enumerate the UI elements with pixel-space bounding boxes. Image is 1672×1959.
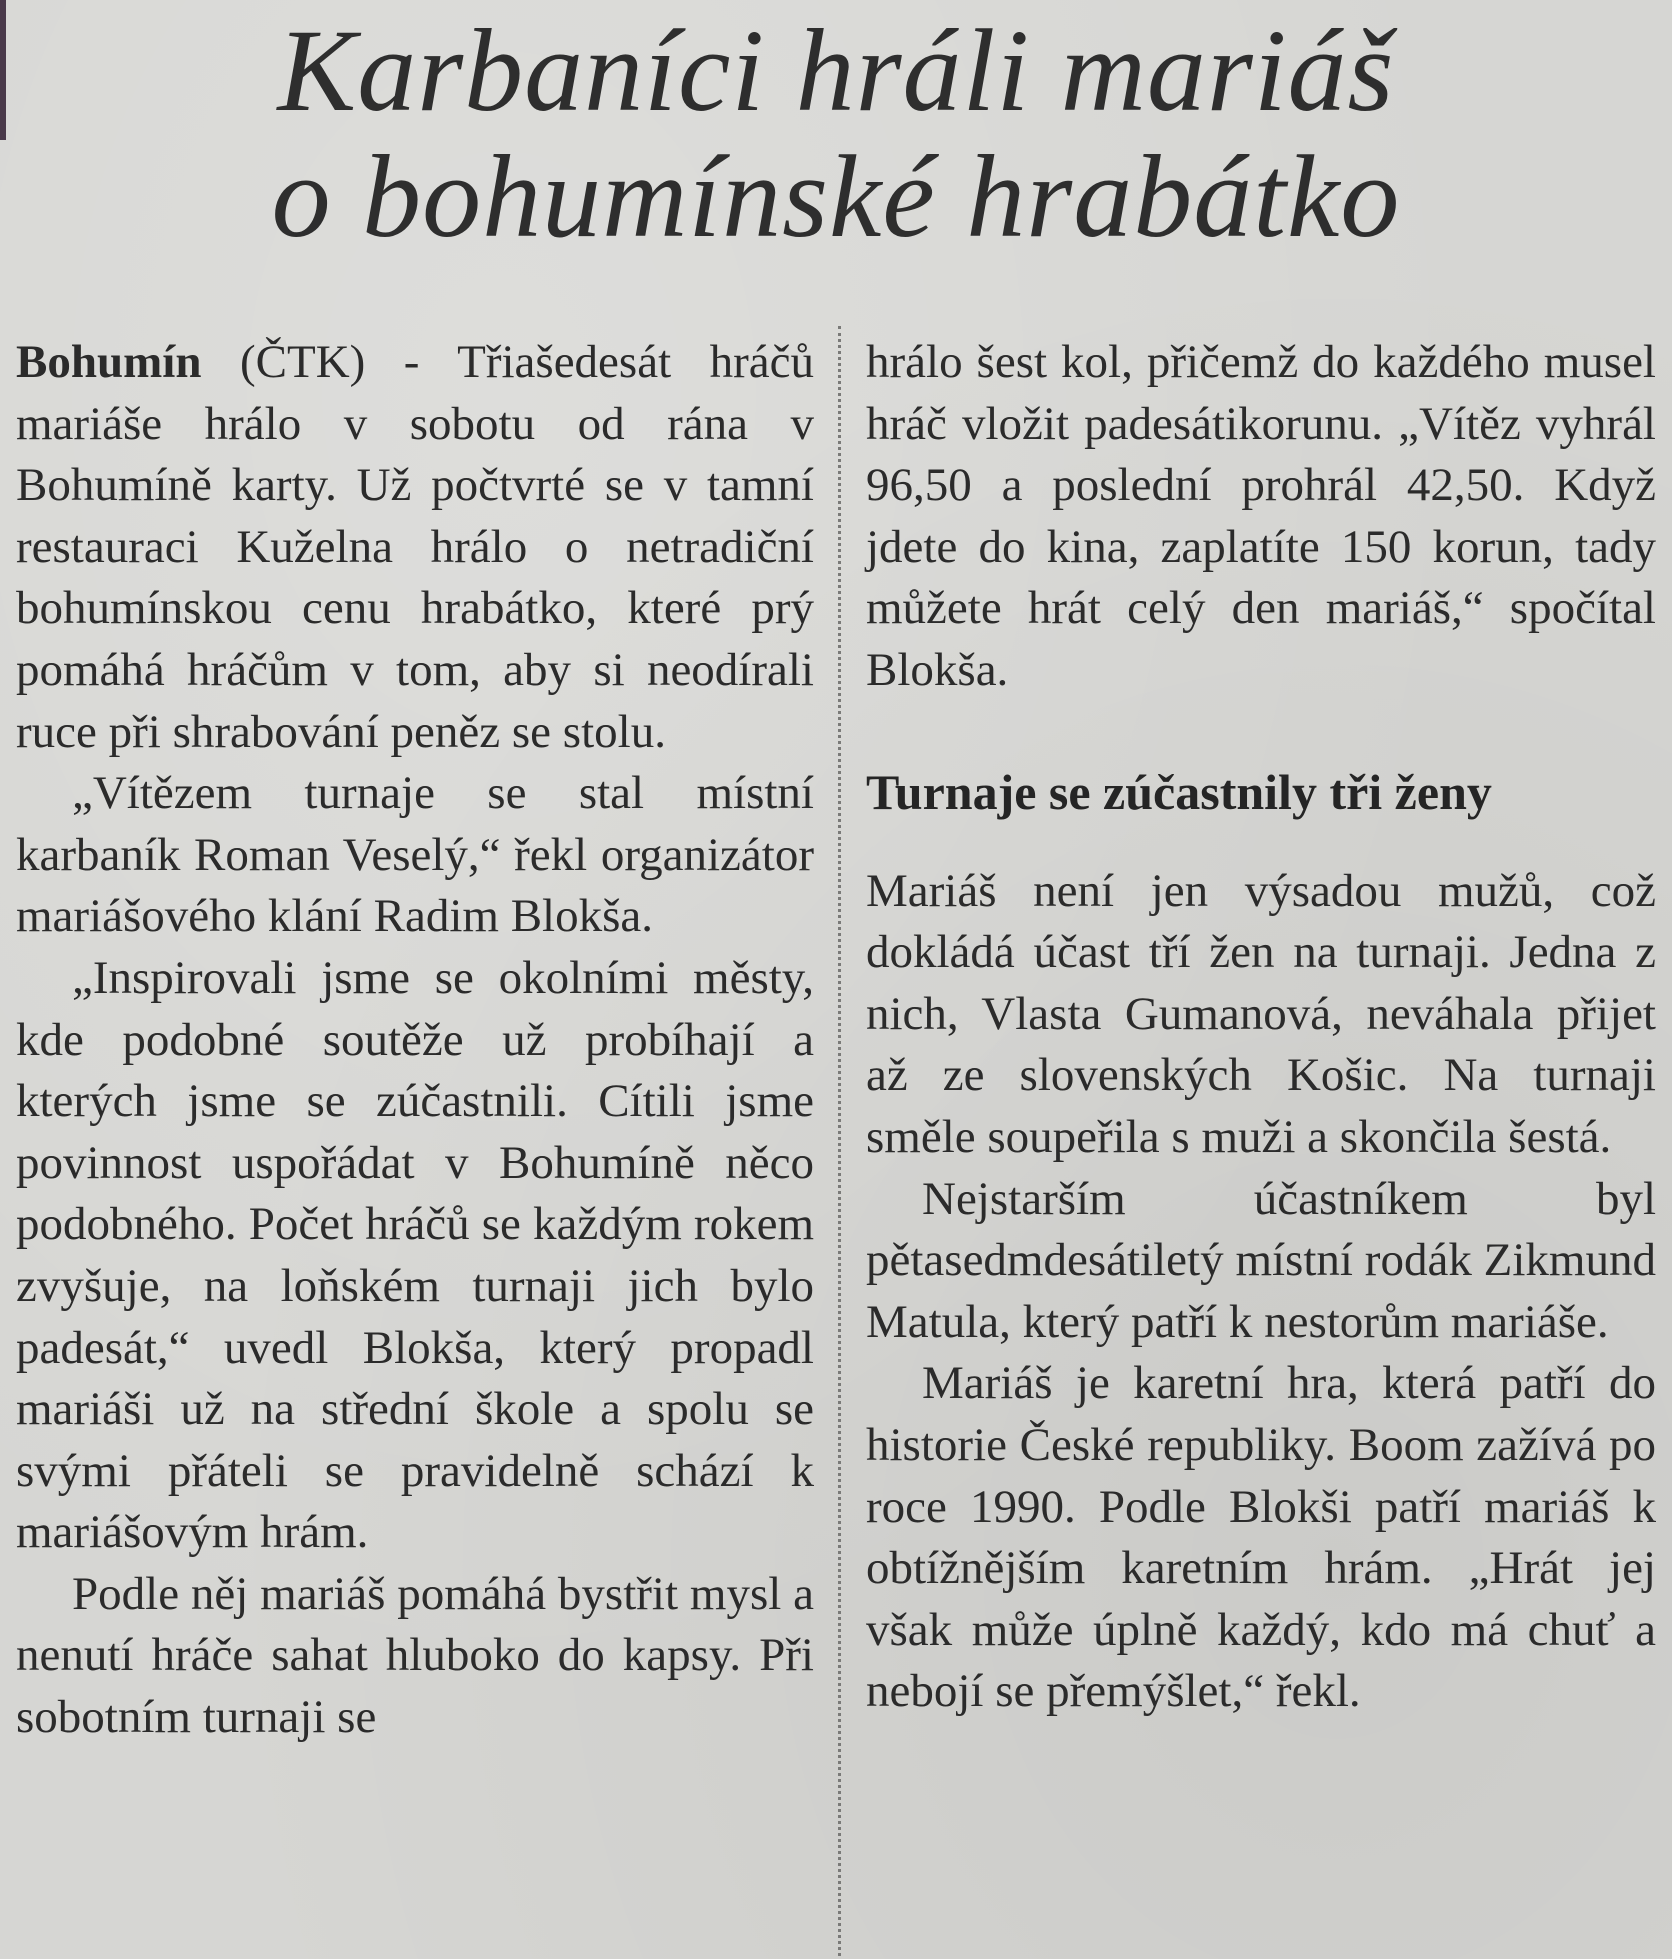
lead-paragraph-text: Třiašedesát hráčů mariáše hrálo v sobotu od rána v Bohumíně karty. Už počtvrté se v tamní restauraci Kuželna hrálo o netradiční bohumínskou cenu hrabátko, které prý pomáhá hráčům v tom, aby si neodírali ruce při shrabování peněz se stolu. [16,336,815,758]
body-paragraph: Mariáš není jen výsadou mužů, což dokládá účast tří žen na turnaji. Jedna z nich, Vlasta Gumanová, neváhala přijet až ze slovenských Košic. Na turnaji směle soupeřila s muži a skončila šestá. [866,864,1656,1163]
body-paragraph: Mariáš je karetní hra, která patří do historie České republiky. Boom zažívá po roce 1990. Podle Blokši patří mariáš k obtížnějším karetním hrám. „Hrát jej však může úplně každý, kdo má chuť a nebojí se přemýšlet,“ řekl. [866,1357,1656,1718]
dateline-place: Bohumín [16,336,202,388]
body-paragraph: Nejstarším účastníkem byl pětasedmdesátiletý místní rodák Zikmund Matula, který patří k nestorům mariáše. [866,1172,1656,1348]
headline-line-1: Karbaníci hráli mariáš [277,5,1395,136]
body-paragraph: „Vítězem turnaje se stal místní karbaník Roman Veselý,“ řekl organizátor mariášového klání Radim Blokša. [16,767,814,943]
body-paragraph: Podle něj mariáš pomáhá bystřit mysl a nenutí hráče sahat hluboko do kapsy. Při sobotním turnaji se [16,1567,814,1744]
subheading: Turnaje se zúčastnily tři ženy [866,763,1492,820]
left-column [16,332,814,1749]
lead-paragraph [16,332,814,763]
headline [0,5,1672,262]
right-column [866,332,1656,1723]
body-paragraph: „Inspirovali jsme se okolními městy, kde podobné soutěže už probíhají a kterých jsme se zúčastnili. Cítili jsme povinnost uspořádat v Bohumíně něco podobného. Počet hráčů se každým rokem zvyšuje, na loňském turnaji jich bylo padesát,“ uvedl Blokša, který propadl mariáši už na střední škole a spolu se svými přáteli se pravidelně schází k mariášovým hrám. [16,951,814,1559]
headline-line-2: o bohumínské hrabátko [271,131,1401,262]
dateline-agency: (ČTK) - [201,336,458,388]
column-divider [838,326,841,1956]
body-paragraph: hrálo šest kol, přičemž do každého musel hráč vložit padesátikorunu. „Vítěz vyhrál 96,50 a poslední prohrál 42,50. Když jdete do kina, zaplatíte 150 korun, tady můžete hrát celý den mariáš,“ spočítal Blokša. [866,336,1656,696]
